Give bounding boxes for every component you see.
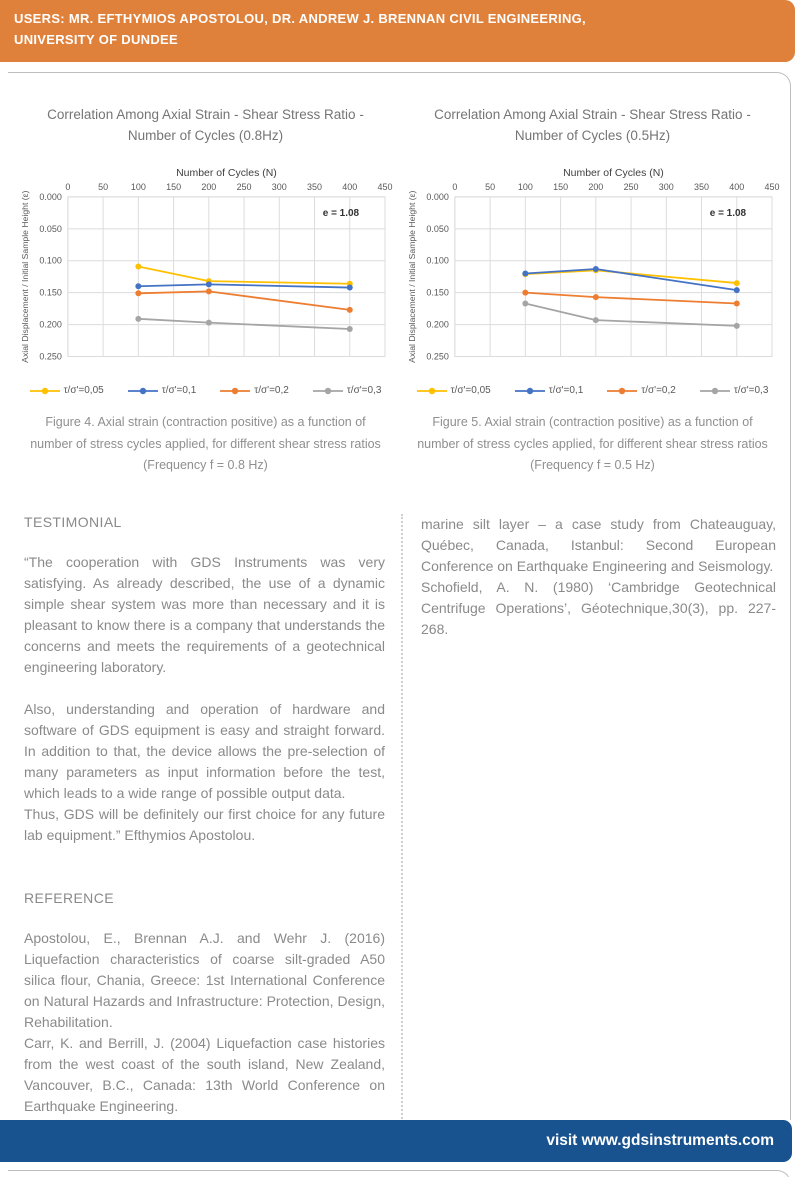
legend-item xyxy=(313,385,382,396)
footer-website-link[interactable]: visit www.gdsinstruments.com xyxy=(546,1132,774,1149)
legend-marker-icon xyxy=(700,386,730,396)
svg-text:0.150: 0.150 xyxy=(39,287,62,298)
legend-label: τ/σ'=0,2 xyxy=(254,385,289,397)
svg-text:200: 200 xyxy=(588,181,604,192)
svg-text:400: 400 xyxy=(342,181,358,192)
svg-text:400: 400 xyxy=(729,181,745,192)
figure5-block xyxy=(399,91,786,476)
svg-text:e = 1.08: e = 1.08 xyxy=(709,207,747,219)
svg-text:0.200: 0.200 xyxy=(426,319,449,330)
figure4-chart-title: Correlation Among Axial Strain - Shear Stress Ratio - Number of Cycles (0.8Hz) xyxy=(47,107,364,143)
svg-text:0.200: 0.200 xyxy=(39,319,62,330)
reference-heading: REFERENCE xyxy=(24,890,114,907)
testimonial-body xyxy=(24,552,385,846)
svg-text:0: 0 xyxy=(65,181,71,192)
legend-item xyxy=(417,385,491,396)
svg-text:250: 250 xyxy=(623,181,639,192)
figure4-chart xyxy=(18,165,393,383)
legend-item xyxy=(515,385,584,396)
header-line-1: USERS: MR. EFTHYMIOS APOSTOLOU, DR. ANDREW J. BRENNAN CIVIL ENGINEERING, xyxy=(14,11,586,26)
header-line-2: UNIVERSITY OF DUNDEE xyxy=(14,31,178,47)
legend-marker-icon xyxy=(220,386,250,396)
svg-text:350: 350 xyxy=(694,181,710,192)
paragraph: marine silt layer – a case study from Chateauguay, Québec, Canada, Istanbul: Second European Conference on Earthquake Engineering and Seismology. xyxy=(421,516,776,575)
figures-row xyxy=(8,91,790,476)
svg-text:e = 1.08: e = 1.08 xyxy=(322,207,360,219)
svg-text:0: 0 xyxy=(452,181,458,192)
svg-text:0.050: 0.050 xyxy=(39,223,62,234)
paragraph: “The cooperation with GDS Instruments was very satisfying. As already described, the use of a dynamic simple shear system was more than necessary and it is pleasant to know there is a company that understands the concerns and meets the requirements of a geotechnical engineering laboratory. xyxy=(24,554,385,676)
figure5-chart-title: Correlation Among Axial Strain - Shear Stress Ratio - Number of Cycles (0.5Hz) xyxy=(434,107,751,143)
legend-label: τ/σ'=0,1 xyxy=(161,385,197,397)
right-column xyxy=(401,514,790,1159)
paragraph: Schofield, A. N. (1980) ‘Cambridge Geotechnical Centrifuge Operations’, Géotechnique,30(3), pp. 227-268. xyxy=(421,579,776,638)
svg-text:0.000: 0.000 xyxy=(426,191,449,202)
legend-label: τ/σ'=0,05 xyxy=(63,385,104,397)
svg-text:Number of Cycles (N): Number of Cycles (N) xyxy=(563,167,664,179)
next-page-card-edge xyxy=(8,1170,791,1177)
testimonial-section xyxy=(24,514,385,846)
figure4-caption: Figure 4. Axial strain (contraction positive) as a function of number of stress cycles applied, for different shear stress ratios (Frequency f = 0.8 Hz) xyxy=(30,415,381,472)
svg-text:Axial Displacement / Initial S: Axial Displacement / Initial Sample Height (ε) xyxy=(406,190,417,363)
figure4-block xyxy=(12,91,399,476)
svg-text:150: 150 xyxy=(166,181,182,192)
reference-continued-body xyxy=(421,514,776,640)
legend-label: τ/σ'=0,2 xyxy=(641,385,676,397)
paragraph: Carr, K. and Berrill, J. (2004) Liquefaction case histories from the west coast of the south island, New Zealand, Vancouver, B.C., Canada: 13th World Conference on Earthquake Engineering. xyxy=(24,1035,385,1115)
paragraph: Also, understanding and operation of hardware and software of GDS equipment is easy and straight forward. In addition to that, the device allows the pre-selection of many parameters as input information before the test, which leads to a wide range of possible output data. xyxy=(24,701,385,802)
legend-label: τ/σ'=0,3 xyxy=(733,385,769,397)
svg-text:100: 100 xyxy=(517,181,533,192)
legend-marker-icon xyxy=(128,386,158,396)
legend-marker-icon xyxy=(607,386,637,396)
testimonial-heading: TESTIMONIAL xyxy=(24,514,122,531)
svg-text:300: 300 xyxy=(271,181,287,192)
svg-text:100: 100 xyxy=(130,181,146,192)
figure5-chart xyxy=(405,165,780,383)
figure5-caption: Figure 5. Axial strain (contraction positive) as a function of number of stress cycles applied, for different shear stress ratios (Frequency f = 0.5 Hz) xyxy=(417,415,768,472)
chart-canvas xyxy=(405,165,780,378)
legend-item xyxy=(607,385,676,396)
svg-text:450: 450 xyxy=(764,181,780,192)
chart-canvas xyxy=(18,165,393,378)
legend-marker-icon xyxy=(417,386,447,396)
svg-text:300: 300 xyxy=(658,181,674,192)
svg-text:0.250: 0.250 xyxy=(39,351,62,362)
svg-text:0.000: 0.000 xyxy=(39,191,62,202)
svg-text:200: 200 xyxy=(201,181,217,192)
figure5-legend xyxy=(405,385,780,396)
svg-text:0.250: 0.250 xyxy=(426,351,449,362)
svg-text:Axial Displacement / Initial S: Axial Displacement / Initial Sample Height (ε) xyxy=(19,190,30,363)
svg-text:0.150: 0.150 xyxy=(426,287,449,298)
svg-text:0.100: 0.100 xyxy=(426,255,449,266)
legend-marker-icon xyxy=(30,386,60,396)
legend-marker-icon xyxy=(515,386,545,396)
users-header-banner xyxy=(0,0,795,62)
legend-marker-icon xyxy=(313,386,343,396)
legend-label: τ/σ'=0,3 xyxy=(346,385,382,397)
svg-text:450: 450 xyxy=(377,181,393,192)
svg-text:0.100: 0.100 xyxy=(39,255,62,266)
figure4-legend xyxy=(18,385,393,396)
svg-text:150: 150 xyxy=(553,181,569,192)
legend-item xyxy=(220,385,289,396)
left-column xyxy=(24,514,401,1159)
svg-text:250: 250 xyxy=(236,181,252,192)
reference-section xyxy=(24,890,385,1159)
svg-text:Number of Cycles (N): Number of Cycles (N) xyxy=(176,167,277,179)
paragraph: Thus, GDS will be definitely our first choice for any future lab equipment.” Efthymios Apostolou. xyxy=(24,806,385,844)
legend-item xyxy=(700,385,769,396)
svg-text:50: 50 xyxy=(485,181,496,192)
footer-banner xyxy=(0,1120,792,1162)
svg-text:0.050: 0.050 xyxy=(426,223,449,234)
svg-text:350: 350 xyxy=(307,181,323,192)
legend-label: τ/σ'=0,05 xyxy=(450,385,491,397)
paragraph: Apostolou, E., Brennan A.J. and Wehr J. (2016) Liquefaction characteristics of coarse silt-graded A50 silica flour, Chania, Greece: 1st International Conference on Natural Hazards and Infrastructure: Protection, Design, Rehabilitation. xyxy=(24,930,385,1031)
legend-label: τ/σ'=0,1 xyxy=(548,385,584,397)
legend-item xyxy=(30,385,104,396)
legend-item xyxy=(128,385,197,396)
content-card xyxy=(8,72,791,1120)
svg-text:50: 50 xyxy=(98,181,109,192)
text-columns xyxy=(8,514,790,1159)
